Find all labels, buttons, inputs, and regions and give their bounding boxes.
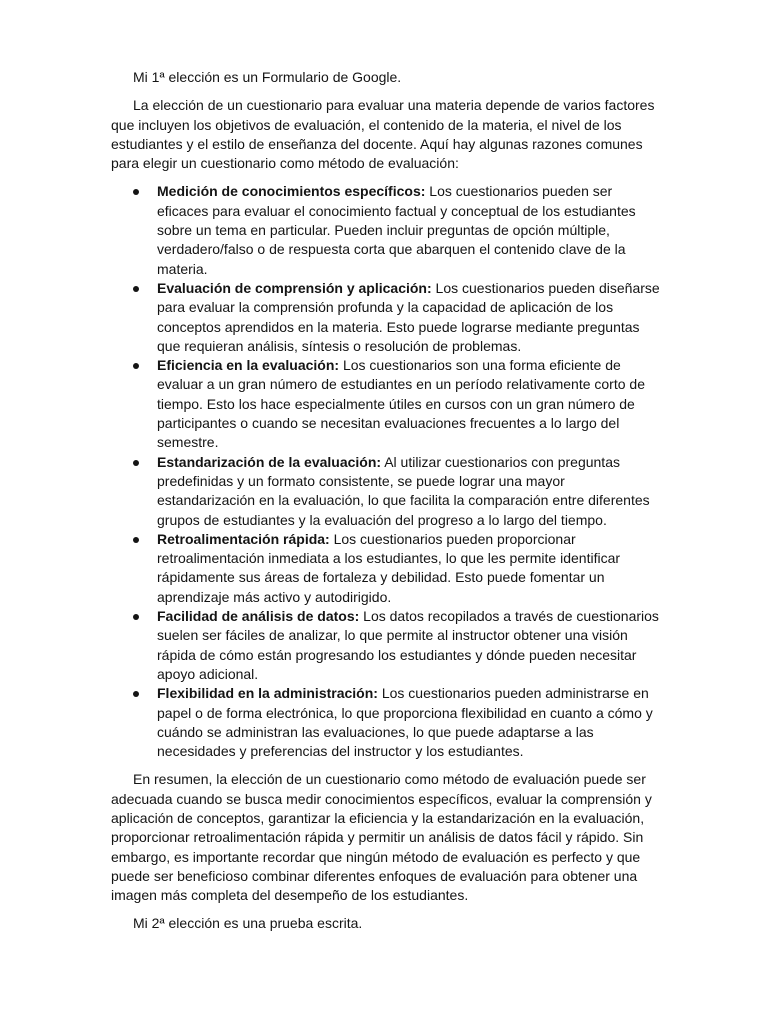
list-item [111, 356, 663, 452]
list-item-title: Estandarización de la evaluación: [157, 453, 382, 470]
list-item-title: Retroalimentación rápida: [157, 530, 330, 547]
list-item [111, 607, 663, 684]
list-item-text: Los cuestionarios son una forma eficiente de evaluar a un gran número de estudiantes en un período relativamente corto de tiempo. Esto los hace especialmente útiles en cursos con un gran número de participantes o cuando se necesitan evaluaciones frecuentes a lo largo del semestre. [157, 357, 645, 451]
list-item-text: Los cuestionarios pueden proporcionar retroalimentación inmediata a los estudiantes, lo que les permite identificar rápidamente sus áreas de fortaleza y debilidad. Esto puede fomentar un aprendizaje más activo y autodirigido. [157, 530, 621, 605]
list-item-text: Los cuestionarios pueden diseñarse para evaluar la comprensión profunda y la capacidad de aplicación de los conceptos aprendidos en la materia. Esto puede lograrse mediante preguntas que requieran análisis, síntesis o resolución de problemas. [157, 279, 660, 354]
intro-paragraph: Mi 1ª elección es un Formulario de Google. [133, 69, 402, 85]
list-item-text: Los datos recopilados a través de cuestionarios suelen ser fáciles de analizar, lo que permite al instructor obtener una visión rápida de cómo están progresando los estudiantes y dónde pueden necesitar apoyo adicional. [157, 608, 659, 682]
list-item-text: Los cuestionarios pueden administrarse en papel o de forma electrónica, lo que proporciona flexibilidad en cuanto a cómo y cuándo se administran las evaluaciones, lo que puede adaptarse a las necesidades y preferencias del instructor y los estudiantes. [157, 685, 653, 760]
document-page [111, 68, 663, 934]
bullet-icon [133, 189, 139, 195]
list-item-title: Evaluación de comprensión y aplicación: [157, 279, 432, 296]
list-item-title: Flexibilidad en la administración: [157, 685, 378, 702]
list-item-title: Medición de conocimientos específicos: [157, 183, 426, 200]
bullet-icon [133, 363, 139, 369]
summary-paragraph: En resumen, la elección de un cuestionario como método de evaluación puede ser adecuada cuando se busca medir conocimientos específicos, evaluar la comprensión y aplicación de conceptos, garantizar la eficiencia y la estandarización en la evaluación, proporcionar retroalimentación rápida y permitir un análisis de datos fácil y rápido. Sin embargo, es importante recordar que ningún método de evaluación es perfecto y que puede ser beneficioso combinar diferentes enfoques de evaluación para obtener una imagen más completa del desempeño de los estudiantes. [111, 771, 652, 904]
opening-paragraph: La elección de un cuestionario para evaluar una materia depende de varios factores que incluyen los objetivos de evaluación, el contenido de la materia, el nivel de los estudiantes y el estilo de enseñanza del docente. Aquí hay algunas razones comunes para elegir un cuestionario como método de evaluación: [111, 97, 655, 172]
bullet-icon [133, 537, 139, 543]
bullet-icon [133, 691, 139, 697]
list-item-title: Eficiencia en la evaluación: [157, 357, 340, 374]
list-item [111, 182, 663, 278]
bullet-icon [133, 460, 139, 466]
closing-paragraph: Mi 2ª elección es una prueba escrita. [133, 915, 363, 932]
list-item-title: Facilidad de análisis de datos: [157, 608, 360, 625]
list-item [111, 279, 663, 356]
list-item-text: Los cuestionarios pueden ser eficaces para evaluar el conocimiento factual y conceptual de los estudiantes sobre un tema en particular. Pueden incluir preguntas de opción múltiple, verdadero/falso o de respuesta corta que abarquen el contenido clave de la materia. [157, 183, 636, 277]
list-item [111, 530, 663, 607]
reasons-list [111, 182, 663, 761]
list-item-text: Al utilizar cuestionarios con preguntas predefinidas y un formato consistente, se puede lograr una mayor estandarización en la evaluación, lo que facilita la comparación entre diferentes grupos de estudiantes y la evaluación del progreso a lo largo del tiempo. [157, 453, 650, 528]
bullet-icon [133, 286, 139, 292]
list-item [111, 684, 663, 761]
bullet-icon [133, 614, 139, 620]
list-item [111, 453, 663, 530]
